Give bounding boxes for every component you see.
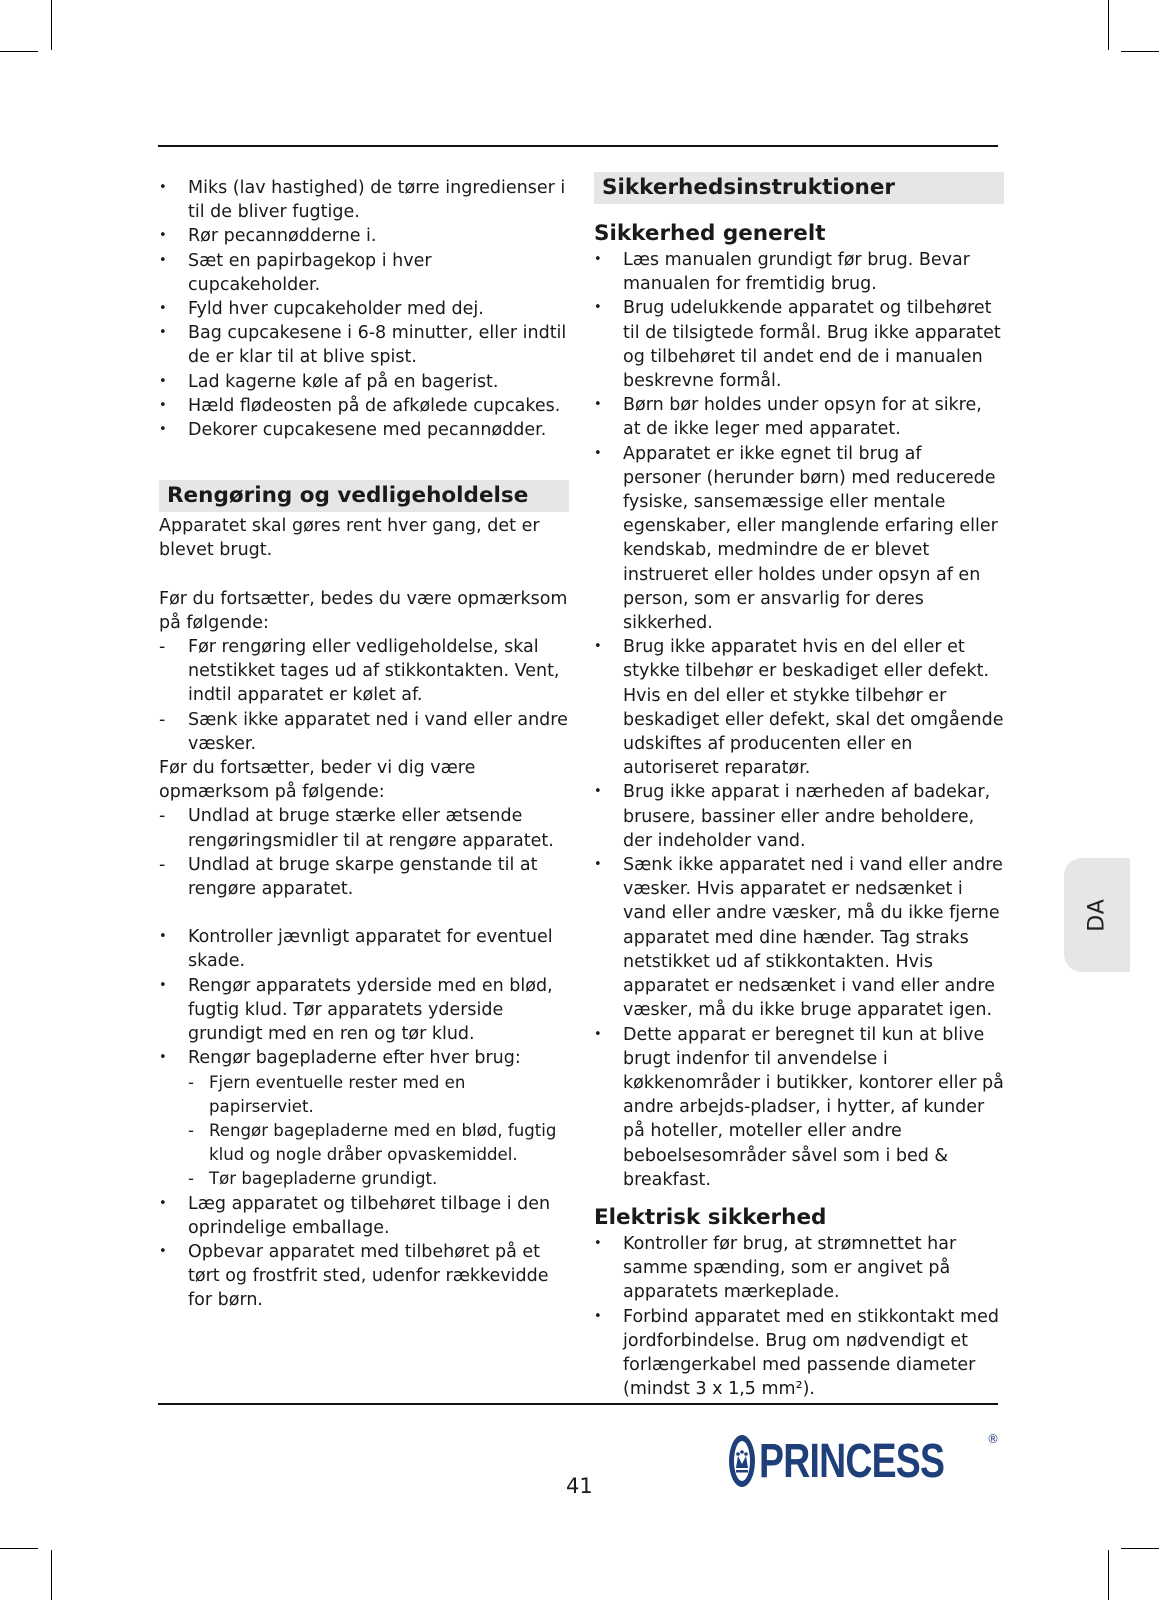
crop-mark <box>1121 51 1159 52</box>
language-tab <box>1064 858 1130 972</box>
list-item: - Rengør bagepladerne med en blød, fugtig klud og nogle dråber opvaskemiddel. <box>188 1119 569 1167</box>
cleaning-heading: Rengøring og vedligeholdelse <box>159 480 569 512</box>
safety-heading: Sikkerhedsinstruktioner <box>594 172 1004 204</box>
list-item: • Forbind apparatet med en stikkontakt med jordforbindelse. Brug om nødvendigt et forlængerkabel med passende diameter (mindst 3 x 1,5 mm²). <box>594 1305 1004 1402</box>
princess-logo <box>727 1430 999 1492</box>
before-note-1: Før du fortsætter, bedes du være opmærksom på følgende: <box>159 588 568 633</box>
list-item: • Kontroller jævnligt apparatet for eventuel skade. <box>159 925 569 973</box>
crop-mark <box>51 1550 52 1600</box>
list-item-text: Rengør bagepladerne efter hver brug: <box>188 1048 521 1069</box>
list-item: • Apparatet er ikke egnet til brug af personer (herunder børn) med reducerede fysiske, sansemæssige eller mentale egenskaber, eller manglende erfaring eller kendskab, medmindre de er blevet instrueret eller holdes under opsyn af en person, som er ansvarlig for deres sikkerhed. <box>594 442 1004 636</box>
crop-mark <box>1121 1548 1159 1549</box>
caution-list-1 <box>159 635 569 756</box>
list-item: • Brug udelukkende apparatet og tilbehøret til de tilsigtede formål. Brug ikke apparatet og tilbehøret til andet end de i manualen beskrevne formål. <box>594 296 1004 393</box>
list-item: • Lad kagerne køle af på en bagerist. <box>159 370 569 394</box>
list-item: • Brug ikke apparatet hvis en del eller et stykke tilbehør er beskadiget eller defekt. Hvis en del eller et stykke tilbehør er beskadiget eller defekt, skal det omgående udskiftes af producenten eller en autoriseret reparatør. <box>594 635 1004 780</box>
language-tab-label: DA <box>1084 898 1110 932</box>
list-item: • Sæt en papirbagekop i hver cupcakeholder. <box>159 249 569 297</box>
list-item: • Opbevar apparatet med tilbehøret på et tørt og frostfrit sted, udenfor rækkevidde for børn. <box>159 1240 569 1313</box>
list-item: • Læg apparatet og tilbehøret tilbage i den oprindelige emballage. <box>159 1192 569 1240</box>
list-item: - Undlad at bruge skarpe genstande til at rengøre apparatet. <box>159 853 569 901</box>
general-safety-list <box>594 248 1004 1192</box>
list-item: • Kontroller før brug, at strømnettet har samme spænding, som er angivet på apparatets mærkeplade. <box>594 1232 1004 1305</box>
recipe-steps <box>159 176 569 442</box>
crop-mark <box>1108 0 1109 50</box>
electrical-safety-list <box>594 1232 1004 1401</box>
list-item: • Bag cupcakesene i 6-8 minutter, eller indtil de er klar til at blive spist. <box>159 321 569 369</box>
list-item: • Brug ikke apparat i nærheden af badekar, brusere, bassiner eller andre beholdere, der indeholder vand. <box>594 780 1004 853</box>
electrical-safety-heading: Elektrisk sikkerhed <box>594 1204 827 1230</box>
list-item: • Fyld hver cupcakeholder med dej. <box>159 297 569 321</box>
list-item: • Sænk ikke apparatet ned i vand eller andre væsker. Hvis apparatet er nedsænket i vand eller andre væsker, må du ikke fjerne apparatet med dine hænder. Tag straks netstikket ud af stikkontakten. Hvis apparatet er nedsænket i vand eller andre væsker, må du ikke bruge apparatet igen. <box>594 853 1004 1022</box>
caution-list-2 <box>159 804 569 901</box>
list-item: - Undlad at bruge stærke eller ætsende rengøringsmidler til at rengøre apparatet. <box>159 804 569 852</box>
list-item <box>159 1046 569 1191</box>
page-number: 41 <box>566 1474 593 1498</box>
cleaning-intro: Apparatet skal gøres rent hver gang, det er blevet brugt. <box>159 516 540 561</box>
crop-mark <box>0 51 38 52</box>
list-item: - Sænk ikke apparatet ned i vand eller andre væsker. <box>159 708 569 756</box>
list-item: - Tør bagepladerne grundigt. <box>188 1167 569 1191</box>
right-column <box>594 172 1004 1401</box>
list-item: • Hæld flødeosten på de afkølede cupcakes. <box>159 394 569 418</box>
list-item: - Før rengøring eller vedligeholdelse, skal netstikket tages ud af stikkontakten. Vent, indtil apparatet er kølet af. <box>159 635 569 708</box>
list-item: • Dette apparat er beregnet til kun at blive brugt indenfor til anvendelse i køkkenområder i butikker, kontorer eller på andre arbejds-pladser, i hytter, af kunder på hoteller, moteller eller andre beboelsesområder såvel som i bed & breakfast. <box>594 1023 1004 1192</box>
brand-wordmark: PRINCESS <box>759 1434 945 1488</box>
general-safety-heading: Sikkerhed generelt <box>594 221 826 246</box>
registered-mark: ® <box>987 1432 999 1446</box>
crop-mark <box>51 0 52 50</box>
crop-mark <box>0 1548 38 1549</box>
list-item: - Fjern eventuelle rester med en papirserviet. <box>188 1071 569 1119</box>
list-item: • Rengør apparatets yderside med en blød, fugtig klud. Tør apparatets yderside grundigt med en ren og tør klud. <box>159 974 569 1047</box>
before-note-2: Før du fortsætter, beder vi dig være opmærksom på følgende: <box>159 758 476 803</box>
crown-emblem-icon <box>727 1432 757 1490</box>
left-column <box>159 176 569 1313</box>
top-rule <box>158 145 998 147</box>
list-item: • Miks (lav hastighed) de tørre ingredienser i til de bliver fugtige. <box>159 176 569 224</box>
list-item: • Dekorer cupcakesene med pecannødder. <box>159 418 569 442</box>
bottom-rule <box>158 1403 998 1405</box>
cleaning-steps <box>159 925 569 1312</box>
plate-cleaning-substeps <box>188 1071 569 1192</box>
list-item: • Børn bør holdes under opsyn for at sikre, at de ikke leger med apparatet. <box>594 393 1004 441</box>
list-item: • Rør pecannødderne i. <box>159 224 569 248</box>
crop-mark <box>1108 1550 1109 1600</box>
list-item: • Læs manualen grundigt før brug. Bevar manualen for fremtidig brug. <box>594 248 1004 296</box>
